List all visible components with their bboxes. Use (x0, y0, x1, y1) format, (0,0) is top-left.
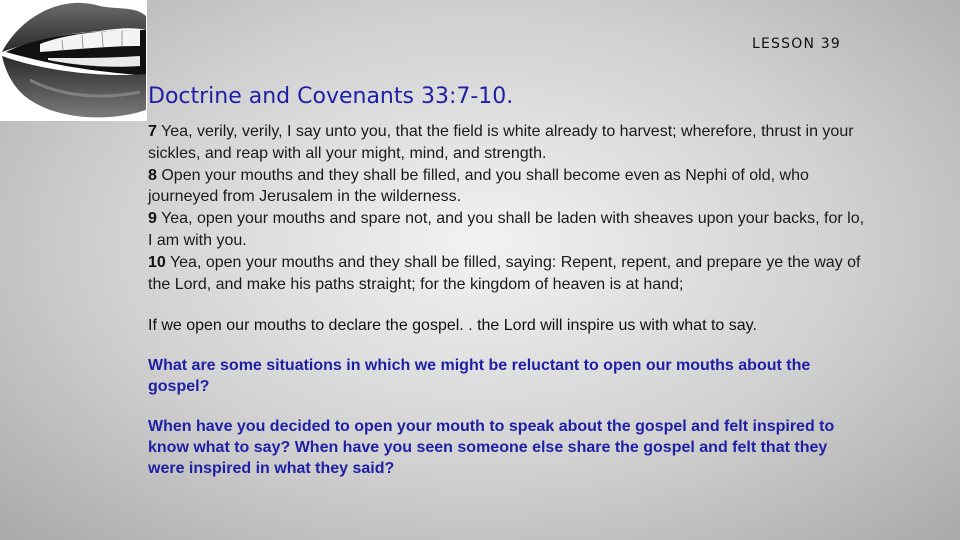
mouth-logo (0, 0, 147, 121)
scripture-title: Doctrine and Covenants 33:7-10. (148, 84, 514, 109)
verse-number: 7 (148, 123, 157, 140)
verse-number: 9 (148, 210, 157, 228)
verse-7 (148, 121, 868, 165)
verse-text: Yea, open your mouths and they shall be filled, saying: Repent, repent, and prepare ye the way of the Lord, and make his paths straight; for the kingdom of heaven is at hand; (148, 253, 861, 293)
verse-text: Open your mouths and they shall be filled, and you shall become even as Nephi of old, who journeyed from Jerusalem in the wilderness. (148, 166, 809, 206)
scripture-passage (148, 121, 868, 295)
verse-8 (148, 165, 868, 209)
verse-text: Yea, verily, verily, I say unto you, that the field is white already to harvest; wherefore, thrust in your sickles, and reap with all your might, mind, and strength. (148, 123, 854, 162)
verse-9 (148, 208, 868, 252)
discussion-question-2: When have you decided to open your mouth to speak about the gospel and felt inspired to know what to say? When have you seen someone else share the gospel and felt that they were inspired in what they said? (148, 418, 835, 477)
verse-text: Yea, open your mouths and spare not, and you shall be laden with sheaves upon your backs, for lo, I am with you. (148, 210, 865, 249)
lesson-label: LESSON 39 (752, 36, 841, 52)
verse-number: 8 (148, 166, 157, 184)
verse-10 (148, 252, 868, 296)
key-statement: If we open our mouths to declare the gospel. . the Lord will inspire us with what to say. (148, 317, 757, 334)
discussion-question-1: What are some situations in which we might be reluctant to open our mouths about the gospel? (148, 357, 811, 395)
verse-number: 10 (148, 253, 166, 271)
mouth-icon (0, 0, 147, 121)
